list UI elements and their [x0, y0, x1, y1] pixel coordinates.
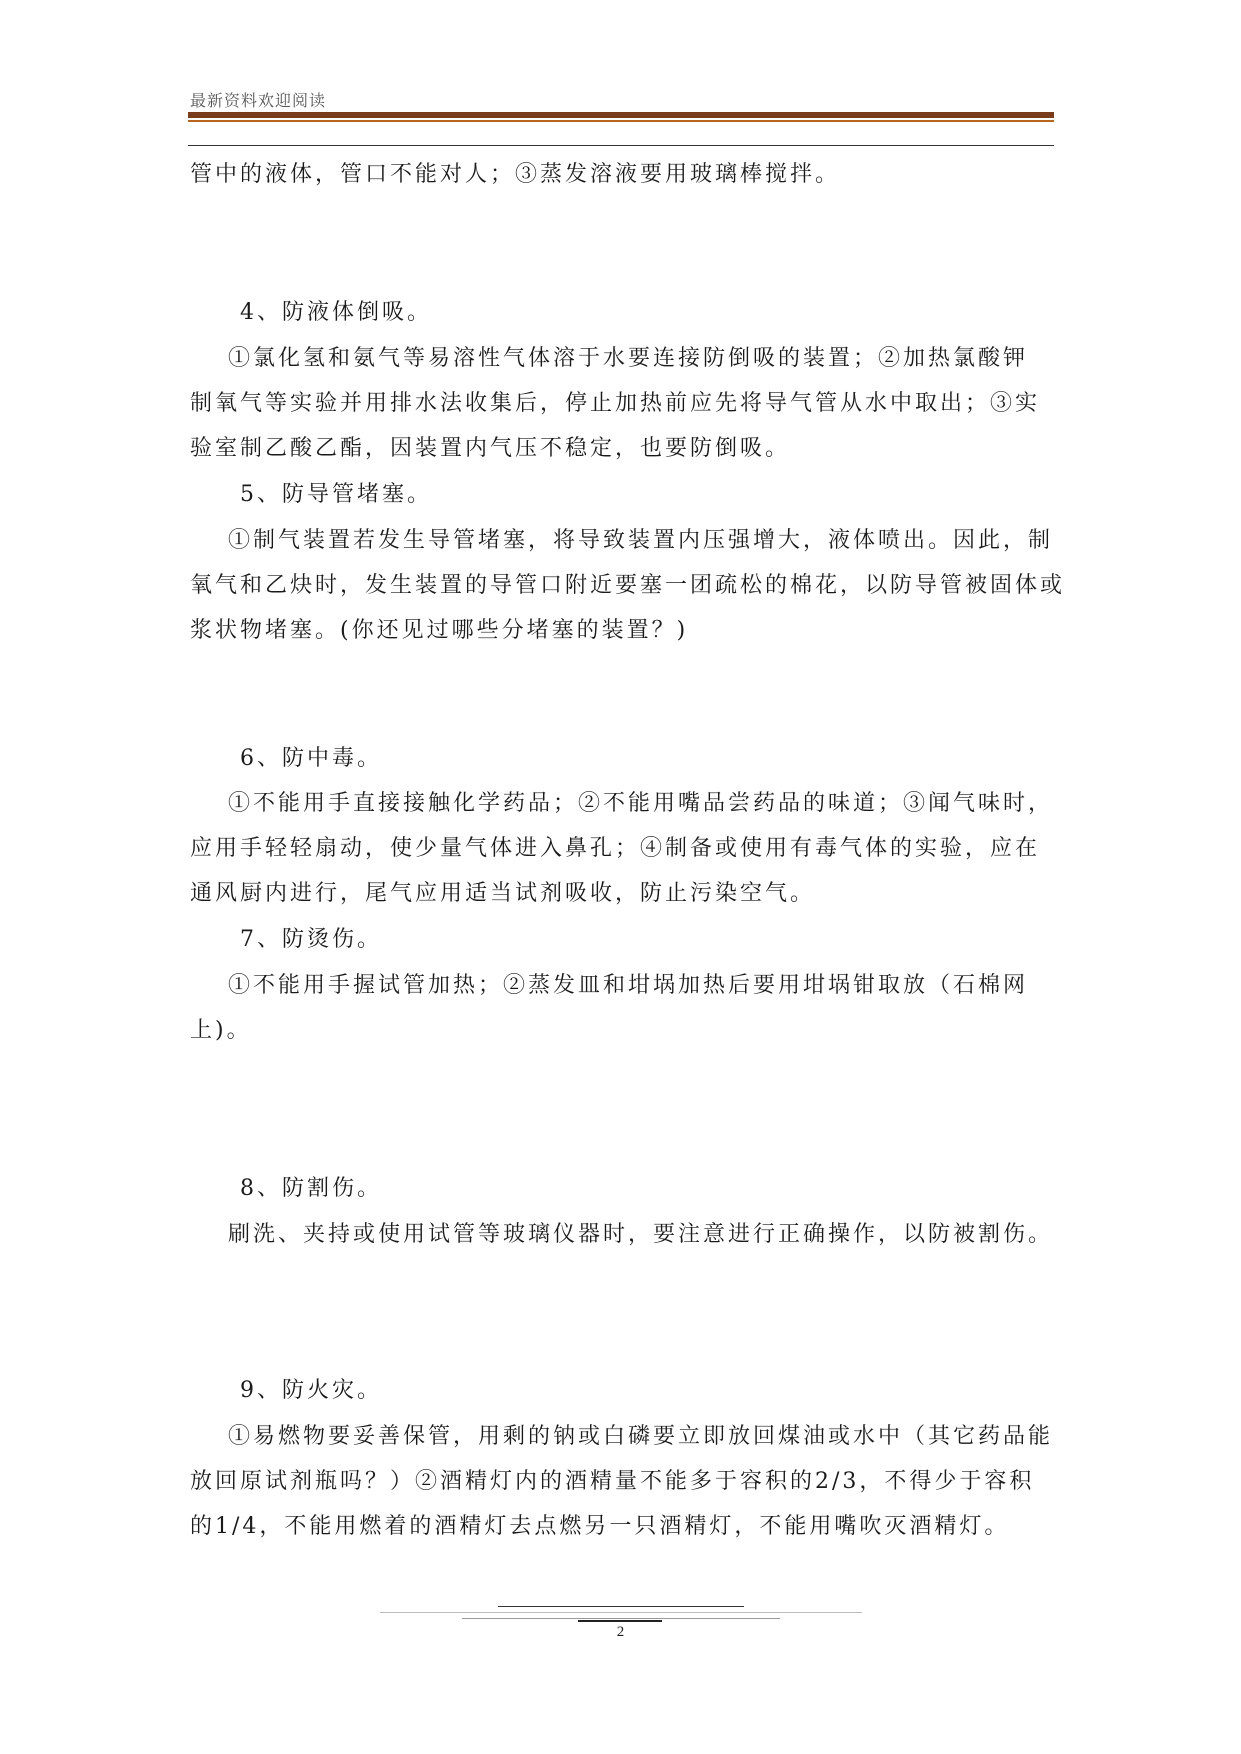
- paragraph-line: 通风厨内进行，尾气应用适当试剂吸收，防止污染空气。: [190, 881, 816, 906]
- paragraph-line: 制氧气等实验并用排水法收集后，停止加热前应先将导气管从水中取出；③实: [190, 391, 1041, 416]
- header-rule-accent: [188, 120, 1054, 122]
- paragraph-line: ①不能用手直接接触化学药品；②不能用嘴品尝药品的味道；③闻气味时，: [228, 791, 1054, 816]
- paragraph-line: 浆状物堵塞。(你还见过哪些分堵塞的装置？): [190, 618, 689, 643]
- section-heading-4: 4、防液体倒吸。: [240, 300, 432, 325]
- paragraph-line: 管中的液体，管口不能对人；③蒸发溶液要用玻璃棒搅拌。: [190, 162, 841, 187]
- footer-rule: [462, 1618, 780, 1619]
- paragraph-line: ①易燃物要妥善保管，用剩的钠或白磷要立即放回煤油或水中（其它药品能: [228, 1424, 1054, 1449]
- paragraph-line: 刷洗、夹持或使用试管等玻璃仪器时，要注意进行正确操作，以防被割伤。: [228, 1222, 1054, 1247]
- paragraph-line: 上)。: [190, 1018, 252, 1043]
- footer-rule: [380, 1612, 862, 1613]
- section-heading-9: 9、防火灾。: [240, 1378, 382, 1403]
- paragraph-line: 应用手轻轻扇动，使少量气体进入鼻孔；④制备或使用有毒气体的实验，应在: [190, 836, 1041, 861]
- page-number: 2: [616, 1624, 625, 1640]
- section-heading-8: 8、防割伤。: [240, 1176, 382, 1201]
- paragraph-line: 验室制乙酸乙酯，因装置内气压不稳定，也要防倒吸。: [190, 436, 791, 461]
- section-heading-6: 6、防中毒。: [240, 746, 382, 771]
- section-heading-7: 7、防烫伤。: [240, 927, 382, 952]
- paragraph-line: ①不能用手握试管加热；②蒸发皿和坩埚加热后要用坩埚钳取放（石棉网: [228, 973, 1029, 998]
- footer-rule: [498, 1606, 744, 1607]
- paragraph-line: 放回原试剂瓶吗？）②酒精灯内的酒精量不能多于容积的2/3，不得少于容积: [190, 1469, 1035, 1494]
- paragraph-line: ①制气装置若发生导管堵塞，将导致装置内压强增大，液体喷出。因此，制: [228, 528, 1054, 553]
- header-title: 最新资料欢迎阅读: [190, 91, 327, 110]
- section-heading-5: 5、防导管堵塞。: [240, 482, 432, 507]
- header-rule-thin: [188, 145, 1054, 146]
- paragraph-line: 的1/4，不能用燃着的酒精灯去点燃另一只酒精灯，不能用嘴吹灭酒精灯。: [190, 1514, 1010, 1539]
- header-rule-thick: [188, 112, 1054, 118]
- paragraph-line: ①氯化氢和氨气等易溶性气体溶于水要连接防倒吸的装置；②加热氯酸钾: [228, 346, 1029, 371]
- footer-rule: [578, 1620, 662, 1622]
- paragraph-line: 氧气和乙炔时，发生装置的导管口附近要塞一团疏松的棉花，以防导管被固体或: [190, 573, 1066, 598]
